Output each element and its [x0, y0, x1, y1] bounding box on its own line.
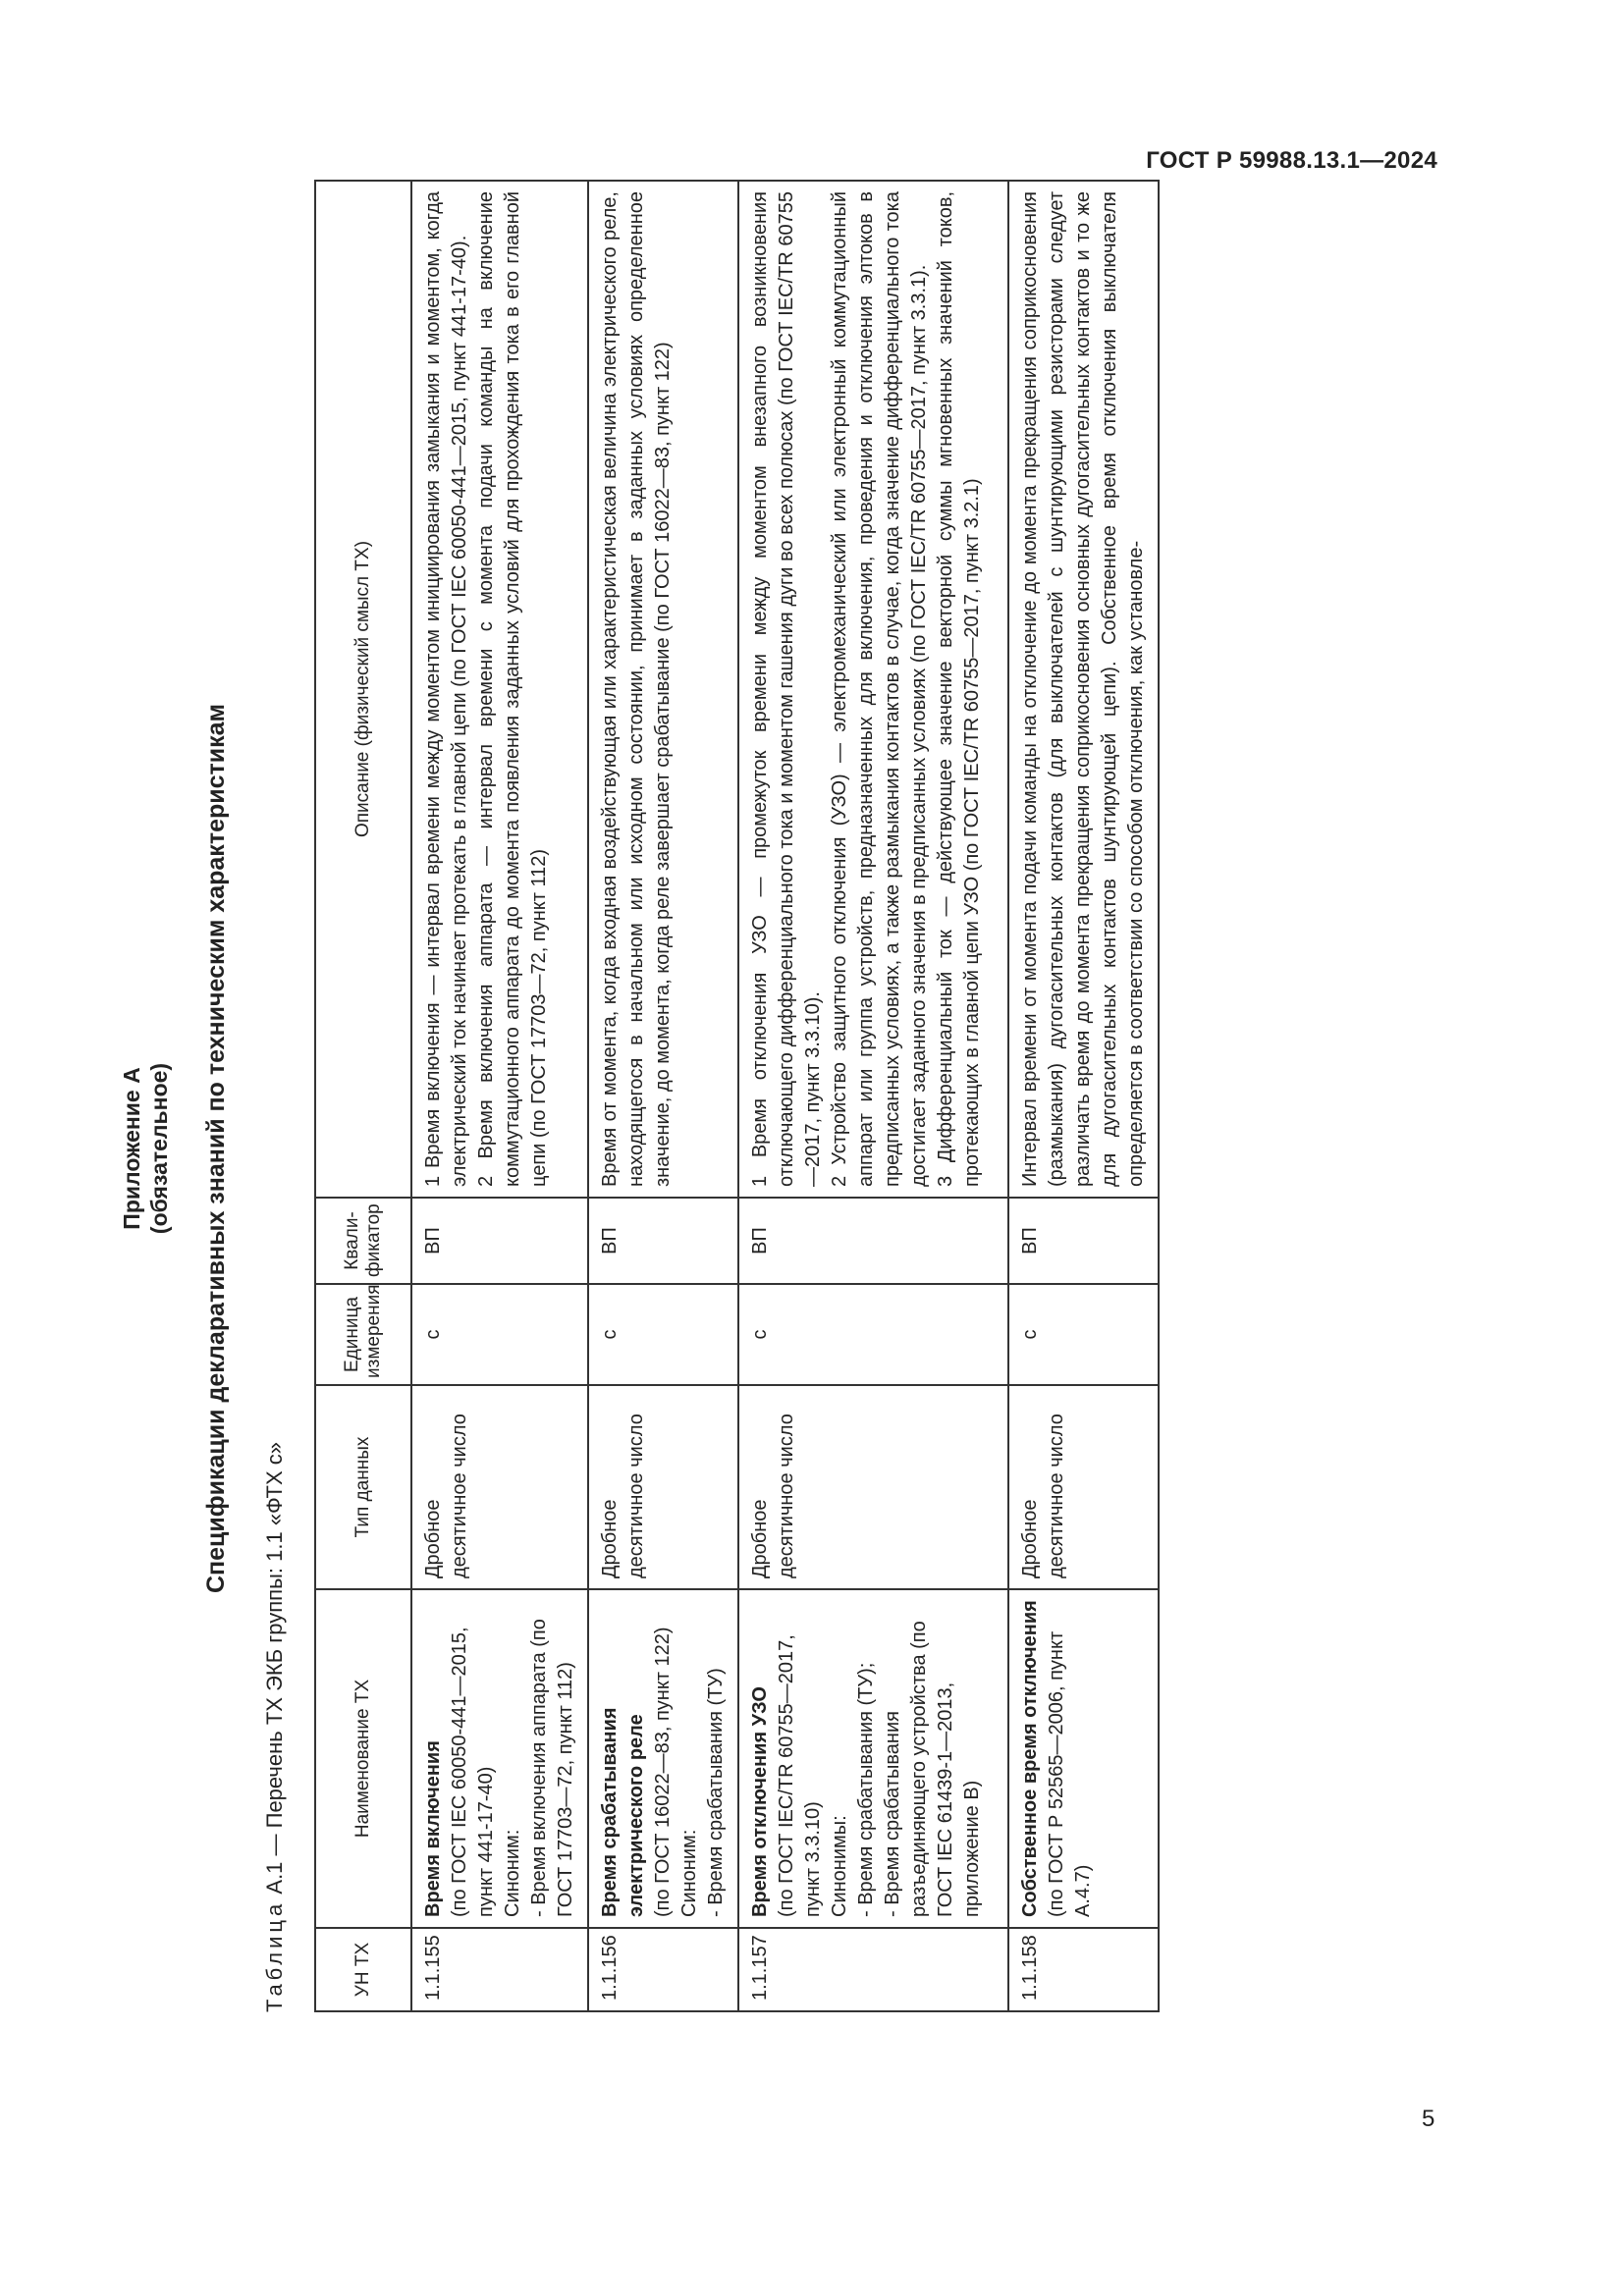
cell-un: 1.1.155 — [411, 1928, 588, 2011]
description-paragraph: 3 Дифференциальный ток — действующее значение векторной суммы мгновенных значений токов, протекающих в главной цепи УЗО (по ГОСТ IEC/TR 60755—2017, пункт 3.2.1) — [935, 191, 983, 1187]
description-paragraph: 2 Время включения аппарата — интервал времени с момента подачи команды на включение коммутационного аппарата до момента появления заданных условий для прохождения тока в его главной цепи (по ГОСТ 17703—72, пункт 112) — [475, 191, 550, 1187]
cell-un: 1.1.158 — [1008, 1928, 1159, 2011]
cell-name — [411, 1589, 588, 1928]
cell-unit: с — [1008, 1284, 1159, 1385]
cell-qualifier: ВП — [1008, 1198, 1159, 1284]
col-header-qualifier: Квали-фикатор — [315, 1198, 411, 1284]
cell-qualifier: ВП — [588, 1198, 738, 1284]
appendix-heading — [118, 167, 173, 2130]
cell-unit: с — [738, 1284, 1008, 1385]
description-paragraph: Время от момента, когда входная воздействующая или характеристическая величина электрического реле, находящегося в начальном или исходном состоянии, принимает в заданных условиях определенное значение, до момента, когда реле завершает срабатывание (по ГОСТ 16022—83, пункт 122) — [599, 191, 674, 1187]
cell-type: Дробное десятичное число — [738, 1385, 1008, 1589]
table-row — [411, 181, 588, 2011]
cell-name — [1008, 1589, 1159, 1928]
col-header-type: Тип данных — [315, 1385, 411, 1589]
main-title: Спецификации декларативных знаний по техническим характеристикам — [202, 703, 230, 1594]
cell-un: 1.1.157 — [738, 1928, 1008, 2011]
cell-description — [588, 181, 738, 1198]
col-header-description: Описание (физический смысл ТХ) — [315, 181, 411, 1198]
cell-qualifier: ВП — [738, 1198, 1008, 1284]
term-source: (по ГОСТ Р 52565—2006, пункт А.4.7) — [1046, 1630, 1094, 1917]
synonym-item: - Время срабатывания (ТУ) — [705, 1668, 727, 1917]
cell-type: Дробное десятичное число — [1008, 1385, 1159, 1589]
page-number: 5 — [1422, 2106, 1435, 2132]
description-paragraph: 1 Время отключения УЗО — промежуток времени между моментом внезапного возникновения отключающего дифференциального тока и моментом гашения дуги во всех полюсах (по ГОСТ IEC/TR 60755—2017, пункт 3.3.10). — [749, 191, 824, 1187]
description-paragraph: 2 Устройство защитного отключения (УЗО) — электромеханический или электронный коммутационный аппарат или группа устройств, предназначенных для включения, проведения и отключения элтоков в предписанных условиях, а также размыкания контактов в случае, когда значение дифференциального тока достигает заданного значения в предписанных условиях (по ГОСТ IEC/TR 60755—2017, пункт 3.3.1). — [829, 191, 930, 1187]
table-row — [588, 181, 738, 2011]
synonym-item: - Время включения аппарата (по ГОСТ 17703—72, пункт 112) — [528, 1619, 576, 1917]
table-row — [738, 181, 1008, 2011]
appendix-title: Приложение А — [119, 1067, 144, 1230]
spec-table — [314, 180, 1160, 2012]
synonym-label: Синонимы: — [829, 1815, 850, 1917]
synonym-item: - Время срабатывания (ТУ); — [855, 1662, 877, 1917]
cell-description — [411, 181, 588, 1198]
document-code: ГОСТ Р 59988.13.1—2024 — [1146, 147, 1437, 174]
cell-name — [588, 1589, 738, 1928]
cell-name — [738, 1589, 1008, 1928]
term-name: Собственное время отключения — [1019, 1600, 1041, 1917]
table-header-row — [315, 181, 411, 2011]
col-header-name: Наименование ТХ — [315, 1589, 411, 1928]
cell-description — [738, 181, 1008, 1198]
cell-unit: с — [411, 1284, 588, 1385]
cell-un: 1.1.156 — [588, 1928, 738, 2011]
cell-unit: с — [588, 1284, 738, 1385]
table-caption — [262, 167, 288, 2012]
table-caption-prefix: Таблица — [262, 1899, 287, 2012]
description-paragraph: Интервал времени от момента подачи команды на отключение до момента прекращения соприкосновения (размыкания) дугогасительных контактов (для выключателей с шунтирующими резисторами следует различать время до момента прекращения соприкосновения основных дугогасительных контактов и то же для дугогасительных контактов шунтирующей цепи). Собственное время отключения выключателя определяется в соответствии со способом отключения, как установле- — [1019, 191, 1147, 1187]
cell-type: Дробное десятичное число — [411, 1385, 588, 1589]
table-row — [1008, 181, 1159, 2011]
col-header-unit: Единица измерения — [315, 1284, 411, 1385]
synonym-label: Синоним: — [502, 1829, 523, 1917]
term-source: (по ГОСТ 16022—83, пункт 122) — [652, 1627, 674, 1917]
rotated-page-content — [108, 167, 1326, 2130]
term-source: (по ГОСТ IEC 60050-441—2015, пункт 441-17-40) — [449, 1627, 497, 1917]
description-paragraph: 1 Время включения — интервал времени между моментом инициирования замыкания и моментом, когда электрический ток начинает протекать в главной цепи (по ГОСТ IEC 60050-441—2015, пункт 441-17-40). — [422, 191, 470, 1187]
synonym-label: Синоним: — [678, 1829, 700, 1917]
table-caption-text: А.1 — Перечень ТХ ЭКБ группы: 1.1 «ФТХ с» — [262, 1441, 287, 1895]
term-name: Время включения — [422, 1740, 444, 1917]
term-name: Время отключения УЗО — [749, 1686, 771, 1917]
cell-qualifier: ВП — [411, 1198, 588, 1284]
cell-type: Дробное десятичное число — [588, 1385, 738, 1589]
col-header-un: УН ТХ — [315, 1928, 411, 2011]
cell-description — [1008, 181, 1159, 1198]
term-source: (по ГОСТ IEC/TR 60755—2017, пункт 3.3.10) — [776, 1634, 824, 1917]
appendix-status: (обязательное) — [146, 1062, 172, 1235]
term-name: Время срабатывания электрического реле — [599, 1707, 647, 1917]
synonym-item: - Время срабатывания разъединяющего устройства (по ГОСТ IEC 61439-1—2013, приложение В) — [882, 1621, 983, 1917]
